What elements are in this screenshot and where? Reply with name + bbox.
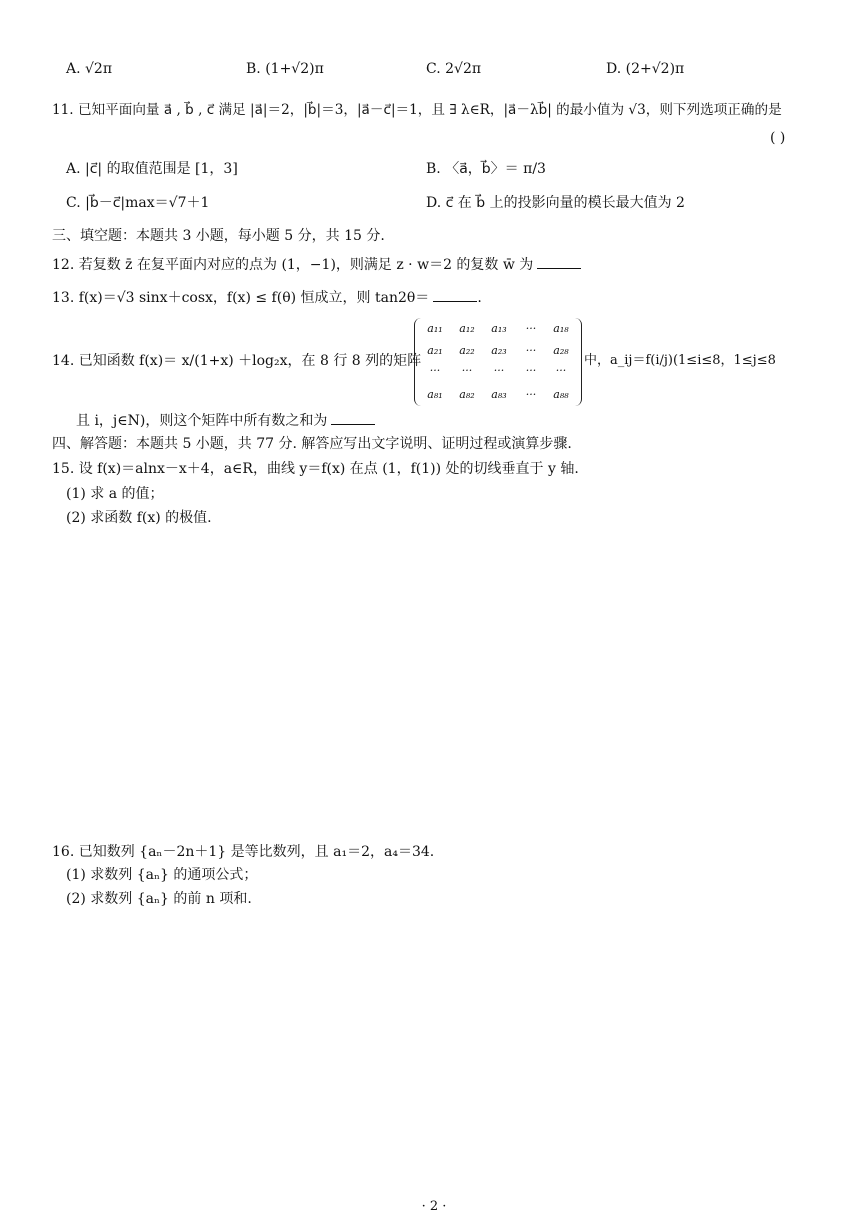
matrix-cell: a₁₃ (491, 322, 507, 335)
q14-answer-blank (331, 410, 375, 425)
q14-matrix (414, 318, 582, 406)
matrix-cell: a₈₂ (459, 388, 475, 401)
q14-text-line2: 且 i，j∈N)，则这个矩阵中所有数之和为 (76, 410, 375, 430)
matrix-cell: a₁₈ (553, 322, 569, 335)
q11-option-b: B. 〈a⃗，b⃗〉＝ π/3 (426, 161, 546, 177)
matrix-cell: ··· (525, 364, 537, 377)
matrix-cell: a₈₃ (491, 388, 507, 401)
matrix-cell: a₂₃ (491, 344, 507, 357)
q15-part1: (1) 求 a 的值； (66, 486, 164, 502)
q14-text-after: 中，a_ij＝f(i/j)(1≤i≤8，1≤j≤8 (584, 353, 776, 368)
q11-option-a: A. |c⃗| 的取值范围是 [1，3] (66, 161, 238, 177)
q16-part1: (1) 求数列 {aₙ} 的通项公式； (66, 867, 258, 883)
q15-stem: 15. 设 f(x)＝alnx－x＋4，a∈R，曲线 y＝f(x) 在点 (1，f(1)) 处的切线垂直于 y 轴. (52, 461, 579, 477)
q13-text: 13. f(x)＝√3 sinx＋cosx，f(x) ≤ f(θ) 恒成立，则 tan2θ＝ . (52, 287, 482, 307)
q10-option-d: D. (2+√2)π (606, 61, 685, 77)
matrix-cell: a₂₁ (427, 344, 443, 357)
matrix-cell: ··· (461, 364, 473, 377)
matrix-cell: a₈₈ (553, 388, 569, 401)
q15-part2: (2) 求函数 f(x) 的极值. (66, 510, 212, 526)
q10-option-c: C. 2√2π (426, 61, 482, 77)
matrix-cell: ··· (525, 322, 537, 335)
matrix-cell: ··· (429, 364, 441, 377)
q11-option-c: C. |b⃗－c⃗|max＝√7＋1 (66, 195, 210, 211)
matrix-cell: ··· (525, 344, 537, 357)
q16-stem: 16. 已知数列 {aₙ－2n＋1} 是等比数列，且 a₁＝2，a₄＝34. (52, 844, 435, 860)
q11-answer-paren: ( ) (770, 130, 786, 146)
q10-option-b: B. (1+√2)π (246, 61, 324, 77)
matrix-cell: a₂₈ (553, 344, 569, 357)
matrix-cell: a₈₁ (427, 388, 443, 401)
matrix-cell: ··· (493, 364, 505, 377)
q14-text-before: 14. 已知函数 f(x)＝ x/(1+x) ＋log₂x，在 8 行 8 列的矩阵 (52, 353, 422, 369)
matrix-cell: a₂₂ (459, 344, 475, 357)
section3-heading: 三、填空题：本题共 3 小题，每小题 5 分，共 15 分. (52, 228, 385, 244)
q13-answer-blank (433, 287, 477, 302)
matrix-cell: ··· (555, 364, 567, 377)
matrix-cell: a₁₂ (459, 322, 475, 335)
q16-part2: (2) 求数列 {aₙ} 的前 n 项和. (66, 891, 252, 907)
matrix-cell: ··· (525, 388, 537, 401)
q11-option-d: D. c⃗ 在 b⃗ 上的投影向量的模长最大值为 2 (426, 195, 685, 211)
q10-option-a: A. √2π (66, 61, 113, 77)
q12-answer-blank (537, 254, 581, 269)
matrix-cell: a₁₁ (427, 322, 443, 335)
page-number: · 2 · (421, 1199, 447, 1214)
q12-text: 12. 若复数 z̄ 在复平面内对应的点为 (1，−1)，则满足 z · w＝2 的复数 w̄ 为 (52, 254, 581, 274)
q11-stem: 11. 已知平面向量 a⃗ , b⃗ , c⃗ 满足 |a⃗|＝2，|b⃗|＝3，|a⃗－c⃗|＝1，且 ∃ λ∈R，|a⃗－λb⃗| 的最小值为 √3，则下列选项正确的是 (52, 102, 782, 118)
section4-heading: 四、解答题：本题共 5 小题，共 77 分. 解答应写出文字说明、证明过程或演算步骤. (52, 436, 572, 452)
